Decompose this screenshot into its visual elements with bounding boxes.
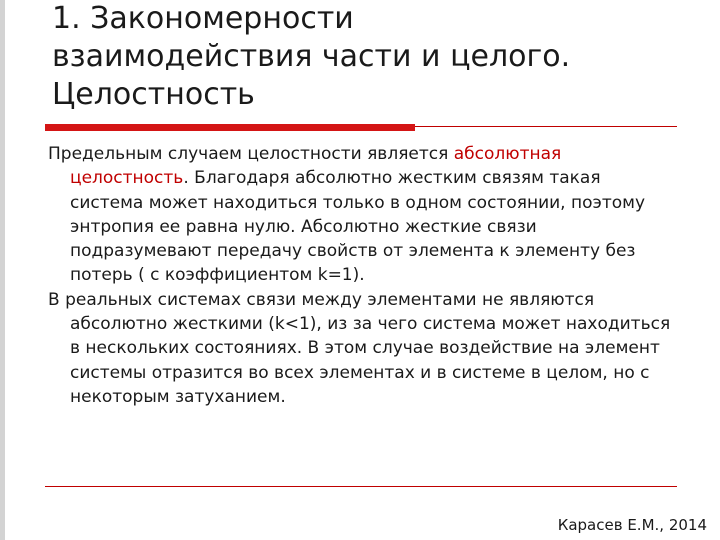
slide-title xyxy=(52,0,570,114)
footer-author: Карасев Е.М., 2014 xyxy=(557,516,707,534)
slide-title-line-2: взаимодействия части и целого. xyxy=(52,39,571,74)
paragraph-real-systems: В реальных системах связи между элементами не являются абсолютно жесткими (k<1), из за чего система может находиться в нескольких состояниях. В этом случае воздействие на элемент системы отразится во всех элементах и в системе в целом, но с некоторым затуханием. xyxy=(48,289,671,407)
paragraph-1-text-start: Предельным случаем целостности является xyxy=(48,144,454,164)
title-divider-accent-bar xyxy=(45,124,415,131)
paragraph-absolute-integrity xyxy=(48,142,678,288)
slide-title-line-3: Целостность xyxy=(52,77,255,112)
slide-body xyxy=(48,142,678,409)
bottom-divider xyxy=(45,486,677,487)
left-decorative-bar xyxy=(0,0,5,540)
title-divider xyxy=(45,122,677,131)
slide-title-line-1: 1. Закономерности xyxy=(52,1,354,36)
paragraph-1-text-rest: . Благодаря абсолютно жестким связям такая система может находиться только в одном состоянии, поэтому энтропия ее равна нулю. Абсолютно жесткие связи подразумевают передачу свойств от элемента к элементу без потерь ( с коэффициентом k=1). xyxy=(70,168,646,286)
highlighted-term: абсолютная целостность xyxy=(70,144,562,189)
